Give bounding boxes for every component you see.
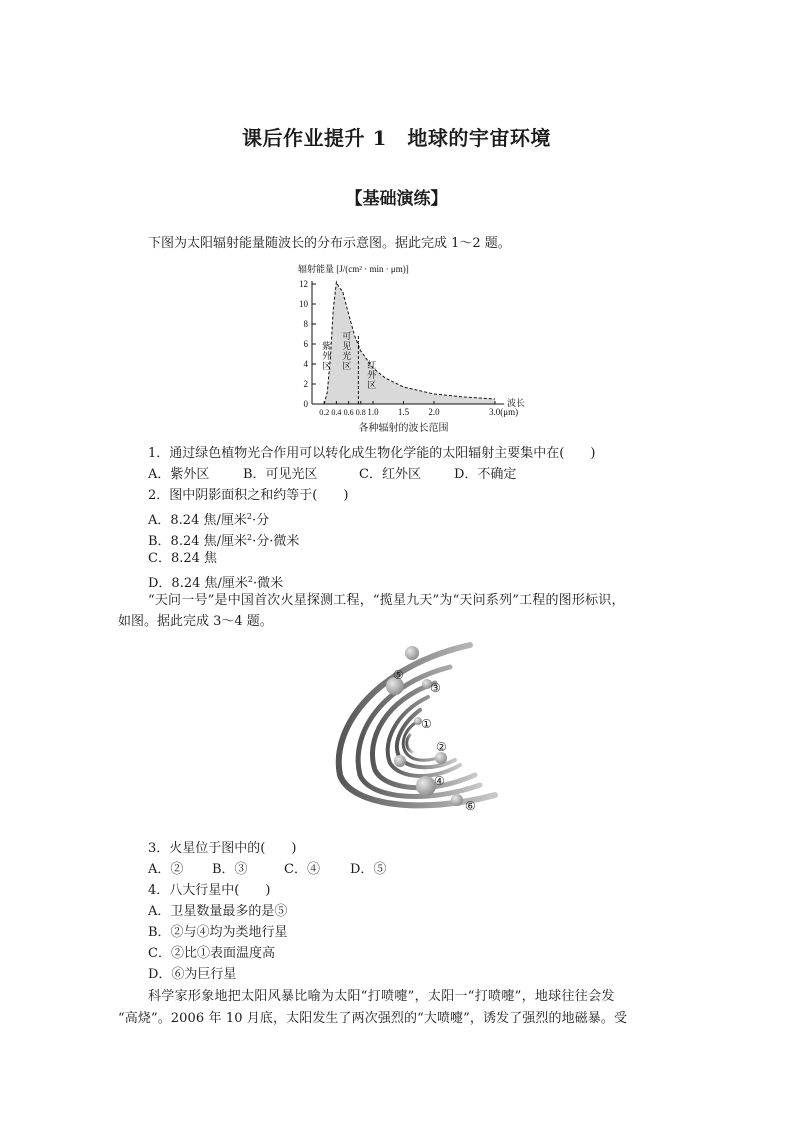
planet-label-4: ④: [434, 774, 445, 788]
x-tick-label: 1.5: [397, 407, 410, 417]
y-tick-label: 12: [299, 279, 308, 289]
planet-label-2: ②: [436, 740, 447, 754]
x-tick-label: 1.0: [367, 407, 379, 417]
q3-option-a[interactable]: A．②: [148, 862, 184, 877]
q4-option-d[interactable]: D．⑥为巨行星: [148, 967, 237, 982]
planet-label-3: ③: [430, 681, 441, 695]
tianwen-logo-image: [320, 635, 500, 820]
region-label: 可见光区: [342, 331, 352, 371]
intro-text-2-line-2: 如图。据此完成 3～4 题。: [118, 614, 273, 629]
q4-option-c[interactable]: C．②比①表面温度高: [148, 946, 275, 961]
q1-option-c[interactable]: C．红外区: [359, 467, 421, 482]
y-tick-label: 6: [303, 339, 308, 349]
x-tick-label: 3.0(μm): [489, 407, 519, 417]
x-tick-label: 0.4: [331, 408, 342, 417]
section-heading: 【基础演练】: [345, 189, 448, 209]
q3-options: [148, 859, 386, 880]
planet-ball: [405, 646, 419, 660]
region-label: 红外区: [367, 360, 377, 390]
q1-options: [148, 464, 516, 485]
x-tick-label: 0.8: [355, 408, 366, 417]
paragraph-line-2: “高烧”。2006 年 10 月底，太阳发生了两次强烈的“大喷嚏”，诱发了强烈的地磁暴。受: [118, 1011, 628, 1026]
y-axis-label: 辐射能量 [J/(cm² · min · μm)]: [298, 264, 409, 274]
paragraph-line-1: 科学家形象地把太阳风暴比喻为太阳“打喷嚏”，太阳一“打喷嚏”，地球往往会发: [148, 989, 615, 1004]
x-unit-label: 波长: [507, 398, 526, 408]
q2-option-d[interactable]: [148, 569, 283, 590]
q2-option-b[interactable]: [148, 527, 299, 548]
intro-text-2-line-1: “天问一号”是中国首次火星探测工程，“揽星九天”为“天问系列”工程的图形标识，: [148, 593, 625, 608]
option-unit: ·微米: [252, 576, 284, 591]
y-tick-label: 10: [299, 299, 308, 309]
q4-option-a[interactable]: A．卫星数量最多的是⑤: [148, 904, 288, 919]
option-unit: ·分·微米: [252, 534, 300, 549]
q4-option-b[interactable]: B．②与④均为类地行星: [148, 925, 288, 940]
y-tick-label: 0: [303, 399, 308, 409]
q3-option-c[interactable]: C．④: [284, 862, 320, 877]
q2-option-c[interactable]: [148, 548, 217, 569]
q1-stem: 1．通过绿色植物光合作用可以转化成生物化学能的太阳辐射主要集中在( ): [148, 446, 596, 461]
planet-ball: [416, 776, 436, 796]
orbit-arcs: [339, 645, 495, 805]
intro-text-1: 下图为太阳辐射能量随波长的分布示意图。据此完成 1～2 题。: [148, 236, 511, 251]
q1-option-d[interactable]: D．不确定: [454, 467, 517, 482]
region-label: 紫外区: [322, 341, 332, 371]
option-unit: ·分: [251, 513, 270, 528]
radiation-chart: [290, 262, 530, 437]
superscript: 2: [247, 533, 253, 542]
y-tick-label: 4: [303, 359, 308, 369]
x-tick-label: 0.6: [343, 408, 354, 417]
option-text: B．8.24 焦/厘米: [148, 534, 248, 549]
q3-option-b[interactable]: B．③: [212, 862, 248, 877]
q2-stem: 2．图中阴影面积之和约等于( ): [148, 488, 349, 503]
q2-option-a[interactable]: [148, 506, 269, 527]
q1-option-a[interactable]: A．紫外区: [148, 467, 210, 482]
q4-stem: 4．八大行星中( ): [148, 883, 271, 898]
x-tick-label: 0.2: [319, 408, 330, 417]
superscript: 2: [247, 575, 253, 584]
option-text: C．8.24 焦: [148, 551, 218, 566]
planet-label-6: ⑥: [465, 799, 476, 813]
planet-label-5: ⑤: [393, 668, 404, 682]
y-tick-label: 8: [303, 319, 308, 329]
planet-ball: [394, 755, 406, 767]
x-tick-label: 2.0: [428, 407, 440, 417]
page-title: 课后作业提升 1 地球的宇宙环境: [242, 126, 551, 150]
option-text: A．8.24 焦/厘米: [148, 513, 247, 528]
q3-option-d[interactable]: D．⑤: [350, 862, 387, 877]
planet-label-1: ①: [421, 717, 432, 731]
y-tick-label: 2: [303, 379, 308, 389]
option-text: D．8.24 焦/厘米: [148, 576, 248, 591]
q3-stem: 3．火星位于图中的( ): [148, 841, 297, 856]
x-axis-label: 各种辐射的波长范围: [358, 423, 449, 434]
planet-ball: [451, 794, 463, 806]
q1-option-b[interactable]: B．可见光区: [243, 467, 318, 482]
superscript: 2: [246, 512, 252, 521]
